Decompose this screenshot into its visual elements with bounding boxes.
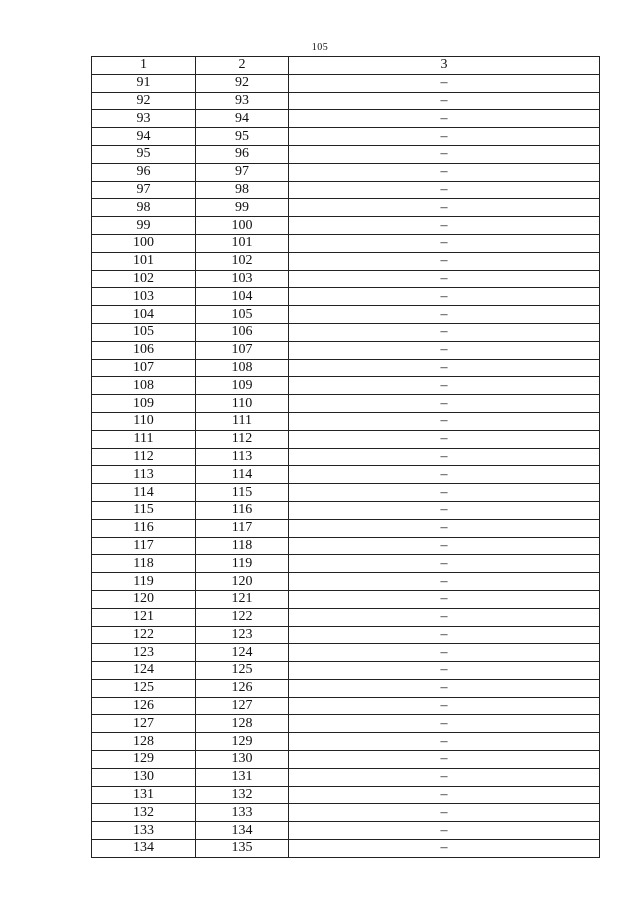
cell-col-1: 127: [92, 715, 196, 733]
cell-col-3: –: [289, 822, 600, 840]
cell-col-3: –: [289, 270, 600, 288]
cell-col-2: 130: [196, 751, 289, 769]
cell-col-1: 129: [92, 751, 196, 769]
cell-col-2: 100: [196, 217, 289, 235]
page-number: 105: [311, 42, 329, 53]
column-header-1: 1: [92, 57, 196, 75]
table-row: [92, 786, 600, 804]
cell-col-1: 112: [92, 448, 196, 466]
cell-col-3: –: [289, 768, 600, 786]
cell-col-1: 121: [92, 608, 196, 626]
table-row: [92, 519, 600, 537]
cell-col-3: –: [289, 74, 600, 92]
table-row: [92, 804, 600, 822]
table-body: [92, 74, 600, 857]
cell-col-2: 116: [196, 501, 289, 519]
table-row: [92, 217, 600, 235]
cell-col-3: –: [289, 679, 600, 697]
cell-col-3: –: [289, 786, 600, 804]
cell-col-1: 101: [92, 252, 196, 270]
table-row: [92, 822, 600, 840]
cell-col-2: 120: [196, 573, 289, 591]
cell-col-2: 97: [196, 163, 289, 181]
cell-col-1: 113: [92, 466, 196, 484]
table-row: [92, 74, 600, 92]
cell-col-3: –: [289, 466, 600, 484]
cell-col-3: –: [289, 662, 600, 680]
cell-col-1: 118: [92, 555, 196, 573]
cell-col-1: 117: [92, 537, 196, 555]
cell-col-1: 134: [92, 840, 196, 858]
cell-col-3: –: [289, 555, 600, 573]
table-row: [92, 840, 600, 858]
table-row: [92, 341, 600, 359]
table-row: [92, 252, 600, 270]
cell-col-3: –: [289, 590, 600, 608]
cell-col-3: –: [289, 840, 600, 858]
table-row: [92, 92, 600, 110]
cell-col-2: 121: [196, 590, 289, 608]
table-row: [92, 181, 600, 199]
table-row: [92, 573, 600, 591]
cell-col-2: 102: [196, 252, 289, 270]
cell-col-1: 97: [92, 181, 196, 199]
table-header-row: [92, 57, 600, 75]
column-header-2: 2: [196, 57, 289, 75]
table-row: [92, 163, 600, 181]
cell-col-1: 131: [92, 786, 196, 804]
table-row: [92, 395, 600, 413]
cell-col-3: –: [289, 163, 600, 181]
cell-col-2: 105: [196, 306, 289, 324]
cell-col-1: 122: [92, 626, 196, 644]
cell-col-1: 106: [92, 341, 196, 359]
cell-col-2: 128: [196, 715, 289, 733]
cell-col-3: –: [289, 359, 600, 377]
cell-col-3: –: [289, 519, 600, 537]
cell-col-2: 131: [196, 768, 289, 786]
table-row: [92, 590, 600, 608]
cell-col-3: –: [289, 288, 600, 306]
table-row: [92, 679, 600, 697]
cell-col-3: –: [289, 697, 600, 715]
table-row: [92, 501, 600, 519]
cell-col-2: 98: [196, 181, 289, 199]
cell-col-1: 93: [92, 110, 196, 128]
cell-col-1: 108: [92, 377, 196, 395]
cell-col-2: 110: [196, 395, 289, 413]
cell-col-1: 91: [92, 74, 196, 92]
table-row: [92, 466, 600, 484]
cell-col-1: 116: [92, 519, 196, 537]
table-row: [92, 662, 600, 680]
cell-col-2: 101: [196, 234, 289, 252]
cell-col-1: 119: [92, 573, 196, 591]
table-row: [92, 199, 600, 217]
cell-col-1: 125: [92, 679, 196, 697]
table-row: [92, 751, 600, 769]
cell-col-1: 105: [92, 323, 196, 341]
cell-col-1: 96: [92, 163, 196, 181]
cell-col-2: 125: [196, 662, 289, 680]
cell-col-2: 96: [196, 145, 289, 163]
cell-col-1: 102: [92, 270, 196, 288]
table-row: [92, 768, 600, 786]
cell-col-1: 124: [92, 662, 196, 680]
cell-col-1: 110: [92, 412, 196, 430]
table-row: [92, 430, 600, 448]
cell-col-3: –: [289, 377, 600, 395]
cell-col-2: 118: [196, 537, 289, 555]
cell-col-2: 112: [196, 430, 289, 448]
cell-col-1: 98: [92, 199, 196, 217]
cell-col-2: 135: [196, 840, 289, 858]
cell-col-2: 127: [196, 697, 289, 715]
cell-col-2: 132: [196, 786, 289, 804]
cell-col-2: 134: [196, 822, 289, 840]
cell-col-3: –: [289, 501, 600, 519]
cell-col-1: 94: [92, 128, 196, 146]
cell-col-2: 107: [196, 341, 289, 359]
cell-col-1: 99: [92, 217, 196, 235]
cell-col-1: 109: [92, 395, 196, 413]
cell-col-2: 133: [196, 804, 289, 822]
cell-col-2: 124: [196, 644, 289, 662]
cell-col-3: –: [289, 715, 600, 733]
cell-col-2: 117: [196, 519, 289, 537]
cell-col-3: –: [289, 537, 600, 555]
cell-col-1: 115: [92, 501, 196, 519]
table-row: [92, 288, 600, 306]
cell-col-3: –: [289, 181, 600, 199]
cell-col-3: –: [289, 412, 600, 430]
cell-col-1: 95: [92, 145, 196, 163]
cell-col-2: 129: [196, 733, 289, 751]
cell-col-1: 107: [92, 359, 196, 377]
cell-col-1: 120: [92, 590, 196, 608]
cell-col-2: 93: [196, 92, 289, 110]
cell-col-1: 92: [92, 92, 196, 110]
cell-col-3: –: [289, 448, 600, 466]
cell-col-2: 106: [196, 323, 289, 341]
table-row: [92, 626, 600, 644]
cell-col-3: –: [289, 92, 600, 110]
cell-col-1: 130: [92, 768, 196, 786]
cell-col-2: 126: [196, 679, 289, 697]
cell-col-2: 109: [196, 377, 289, 395]
table-row: [92, 484, 600, 502]
cell-col-2: 111: [196, 412, 289, 430]
cell-col-2: 103: [196, 270, 289, 288]
table-row: [92, 145, 600, 163]
cell-col-3: –: [289, 145, 600, 163]
cell-col-3: –: [289, 751, 600, 769]
table-row: [92, 448, 600, 466]
cell-col-3: –: [289, 252, 600, 270]
table-row: [92, 359, 600, 377]
cell-col-3: –: [289, 608, 600, 626]
cell-col-1: 128: [92, 733, 196, 751]
cell-col-2: 108: [196, 359, 289, 377]
column-header-3: 3: [289, 57, 600, 75]
table-row: [92, 128, 600, 146]
table-row: [92, 306, 600, 324]
cell-col-3: –: [289, 306, 600, 324]
cell-col-2: 95: [196, 128, 289, 146]
cell-col-1: 111: [92, 430, 196, 448]
cell-col-3: –: [289, 733, 600, 751]
cell-col-3: –: [289, 430, 600, 448]
cell-col-3: –: [289, 626, 600, 644]
cell-col-2: 113: [196, 448, 289, 466]
table-row: [92, 323, 600, 341]
cell-col-3: –: [289, 217, 600, 235]
cell-col-3: –: [289, 128, 600, 146]
table-row: [92, 377, 600, 395]
table-row: [92, 644, 600, 662]
cell-col-2: 122: [196, 608, 289, 626]
table-row: [92, 270, 600, 288]
cell-col-3: –: [289, 110, 600, 128]
cell-col-1: 133: [92, 822, 196, 840]
cell-col-1: 100: [92, 234, 196, 252]
cell-col-1: 103: [92, 288, 196, 306]
cell-col-2: 123: [196, 626, 289, 644]
cell-col-1: 114: [92, 484, 196, 502]
cell-col-1: 132: [92, 804, 196, 822]
table-row: [92, 537, 600, 555]
cell-col-3: –: [289, 804, 600, 822]
table-row: [92, 110, 600, 128]
table-row: [92, 697, 600, 715]
cell-col-3: –: [289, 234, 600, 252]
cell-col-3: –: [289, 484, 600, 502]
cell-col-2: 115: [196, 484, 289, 502]
cell-col-3: –: [289, 199, 600, 217]
table-row: [92, 555, 600, 573]
cell-col-3: –: [289, 395, 600, 413]
data-table: [91, 56, 600, 858]
table-row: [92, 733, 600, 751]
cell-col-3: –: [289, 341, 600, 359]
cell-col-3: –: [289, 573, 600, 591]
cell-col-3: –: [289, 644, 600, 662]
cell-col-2: 94: [196, 110, 289, 128]
table-row: [92, 608, 600, 626]
cell-col-2: 119: [196, 555, 289, 573]
cell-col-2: 114: [196, 466, 289, 484]
cell-col-1: 104: [92, 306, 196, 324]
table-row: [92, 412, 600, 430]
table-row: [92, 234, 600, 252]
cell-col-2: 92: [196, 74, 289, 92]
cell-col-3: –: [289, 323, 600, 341]
cell-col-1: 123: [92, 644, 196, 662]
table-row: [92, 715, 600, 733]
cell-col-2: 99: [196, 199, 289, 217]
cell-col-1: 126: [92, 697, 196, 715]
cell-col-2: 104: [196, 288, 289, 306]
